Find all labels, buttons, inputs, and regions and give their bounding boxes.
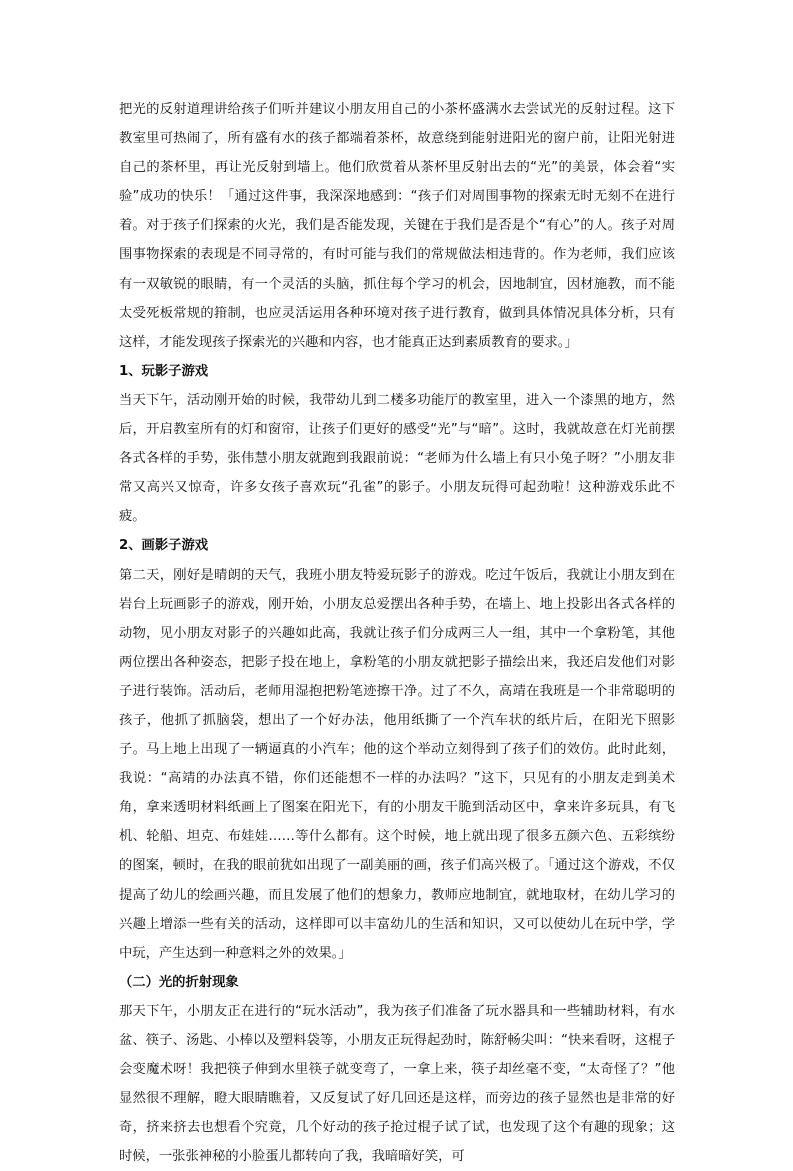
- paragraph-refraction: 那天下午，小朋友正在进行的“玩水活动”，我为孩子们准备了玩水器具和一些辅助材料，有水盆、筷子、汤匙、小棒以及塑料袋等，小朋友正玩得起劲时，陈舒畅尖叫：“快来看呀，这棍子会变魔术呀！我把筷子伸到水里筷子就变弯了，一拿上来，筷子却丝毫不变，“太奇怪了？”他显然很不理解，瞪大眼睛瞧着，又反复试了好几回还是这样，而旁边的孩子显然也是非常的好奇，挤来挤去也想看个究竟，几个好动的孩子抢过棍子试了试，也发现了这个有趣的现象；这时候，一张张神秘的小脸蛋儿都转向了我，我暗暗好笑，可: [119, 1003, 675, 1165]
- section-heading-shadow-game: 1、玩影子游戏: [119, 363, 209, 379]
- paragraph-draw-shadow: 第二天，刚好是晴朗的天气，我班小朋友特爱玩影子的游戏。吃过午饭后，我就让小朋友到在岩台上玩画影子的游戏，刚开始，小朋友总爱摆出各种手势，在墙上、地上投影出各式各样的动物，见小朋友对影子的兴趣如此高，我就让孩子们分成两三人一组，其中一个拿粉笔，其他两位摆出各种姿态，把影子投在地上，拿粉笔的小朋友就把影子描绘出来，我还启发他们对影子进行装饰。活动后，老师用湿抱把粉笔迹擦干净。过了不久，高靖在我班是一个非常聪明的孩子，他抓了抓脑袋，想出了一个好办法，他用纸撕了一个汽车状的纸片后，在阳光下照影子。马上地上出现了一辆逼真的小汽车；他的这个举动立刻得到了孩子们的效仿。此时此刻，我说：“高靖的办法真不错，你们还能想不一样的办法吗？”这下，只见有的小朋友走到美术角，拿来透明材料纸画上了图案在阳光下，有的小朋友干脆到活动区中，拿来许多玩具，有飞机、轮船、坦克、布娃娃……等什么都有。这个时候，地上就出现了很多五颜六色、五彩缤纷的图案，顿时，在我的眼前犹如出现了一副美丽的画，孩子们高兴极了。「通过这个游戏，不仅提高了幼儿的绘画兴趣，而且发展了他们的想象力，教师应地制宜，就地取材，在幼儿学习的兴趣上增添一些有关的活动，这样即可以丰富幼儿的生活和知识，又可以使幼儿在玩中学，学中玩，产生达到一种意料之外的效果。」: [119, 567, 675, 961]
- section-heading-draw-shadow: 2、画影子游戏: [119, 538, 209, 554]
- paragraph-shadow-game: 当天下午，活动刚开始的时候，我带幼儿到二楼多功能厅的教室里，进入一个漆黑的地方，然后，开启教室所有的灯和窗帘，让孩子们更好的感受“光”与“暗”。这时，我就故意在灯光前摆各式各样的手势，张伟慧小朋友就跑到我跟前说：“老师为什么墙上有只小兔子呀？”小朋友非常又高兴又惊奇，许多女孩子喜欢玩“孔雀”的影子。小朋友玩得可起劲啦！这种游戏乐此不疲。: [119, 392, 675, 525]
- document-body: [119, 95, 675, 1171]
- section-heading-refraction: （二）光的折射现象: [119, 974, 239, 990]
- paragraph-light-reflection: 把光的反射道理讲给孩子们听并建议小朋友用自己的小茶杯盛满水去尝试光的反射过程。这下教室里可热闹了，所有盛有水的孩子都端着茶杯，故意绕到能射进阳光的窗户前，让阳光射进自己的茶杯里，再让光反射到墙上。他们欣赏着从茶杯里反射出去的“光”的美景，体会着“实验”成功的快乐！「通过这件事，我深深地感到：“孩子们对周围事物的探索无时无刻不在进行着。对于孩子们探索的火光，我们是否能发现，关键在于我们是否是个“有心”的人。孩子对周围事物探索的表现是不同寻常的，有时可能与我们的常规做法相违背的。作为老师，我们应该有一双敏锐的眼睛，有一个灵活的头脑，抓住每个学习的机会，因地制宜，因材施教，而不能太受死板常规的箝制，也应灵活运用各种环境对孩子进行教育，做到具体情况具体分析，只有这样，才能发现孩子探索光的兴趣和内容，也才能真正达到素质教育的要求。」: [119, 102, 675, 350]
